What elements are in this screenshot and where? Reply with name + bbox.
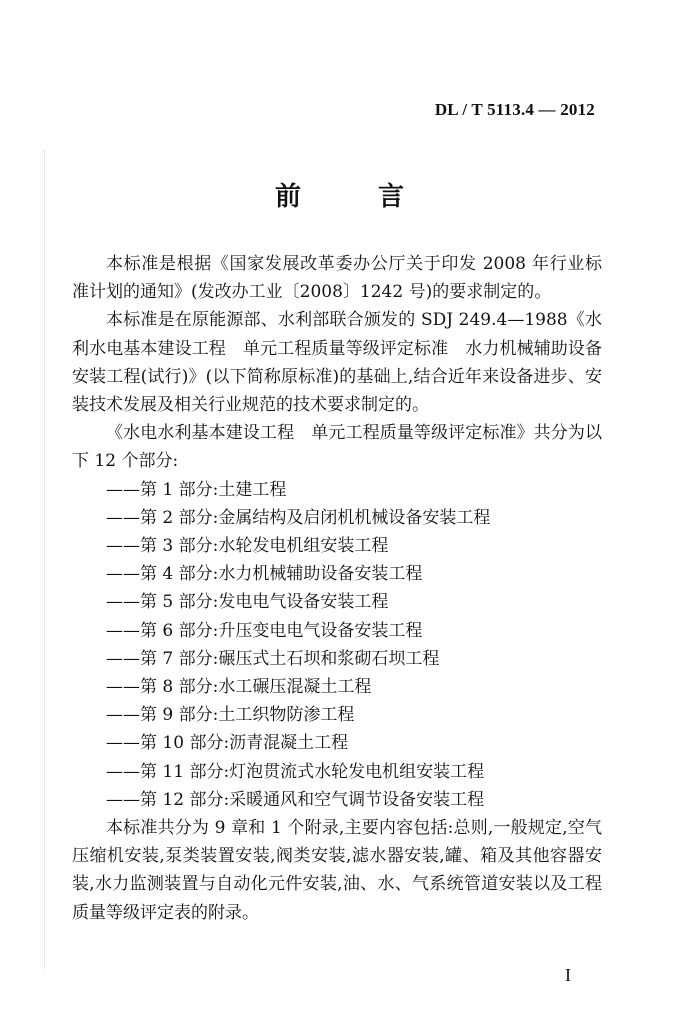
part-item-10: ——第 10 部分:沥青混凝土工程 — [106, 733, 349, 754]
part-item-7: ——第 7 部分:碾压式土石坝和浆砌石坝工程 — [106, 648, 440, 669]
standard-code: DL / T 5113.4 — 2012 — [434, 100, 595, 119]
page-number: I — [565, 965, 571, 985]
part-item-5: ——第 5 部分:发电电气设备安装工程 — [106, 592, 389, 613]
part-item-11: ——第 11 部分:灯泡贯流式水轮发电机组安装工程 — [106, 761, 485, 782]
part-item-4: ——第 4 部分:水力机械辅助设备安装工程 — [106, 564, 423, 585]
part-item-6: ——第 6 部分:升压变电电气设备安装工程 — [106, 620, 423, 641]
part-item-12: ——第 12 部分:采暖通风和空气调节设备安装工程 — [106, 789, 485, 810]
part-item-8: ——第 8 部分:水工碾压混凝土工程 — [106, 677, 372, 698]
paragraph-series: 《水电水利基本建设工程 单元工程质量等级评定标准》共分为以下 12 个部分: — [72, 423, 602, 472]
parts-list — [72, 476, 602, 814]
part-item-3: ——第 3 部分:水轮发电机组安装工程 — [106, 536, 389, 557]
paragraph-origin: 本标准是在原能源部、水利部联合颁发的 SDJ 249.4—1988《水利水电基本建设工程 单元工程质量等级评定标准 水力机械辅助设备安装工程(试行)》(以下简称原标准)的基础上,结合近年来设备进步、安装技术发展及相关行业规范的技术要求制定的。 — [72, 310, 602, 416]
part-item-1: ——第 1 部分:土建工程 — [106, 479, 287, 500]
page-title: 前 言 — [274, 182, 439, 212]
paragraph-basis: 本标准是根据《国家发展改革委办公厅关于印发 2008 年行业标准计划的通知》(发改办工业〔2008〕1242 号)的要求制定的。 — [72, 254, 602, 303]
part-item-2: ——第 2 部分:金属结构及启闭机机械设备安装工程 — [106, 507, 491, 528]
scan-margin-line — [44, 150, 46, 970]
paragraph-contents: 本标准共分为 9 章和 1 个附录,主要内容包括:总则,一般规定,空气压缩机安装,泵类装置安装,阀类安装,滤水器安装,罐、箱及其他容器安装,水力监测装置与自动化元件安装,油、水、气系统管道安装以及工程质量等级评定表的附录。 — [72, 818, 602, 923]
part-item-9: ——第 9 部分:土工织物防渗工程 — [106, 705, 355, 726]
foreword-body — [72, 250, 602, 927]
